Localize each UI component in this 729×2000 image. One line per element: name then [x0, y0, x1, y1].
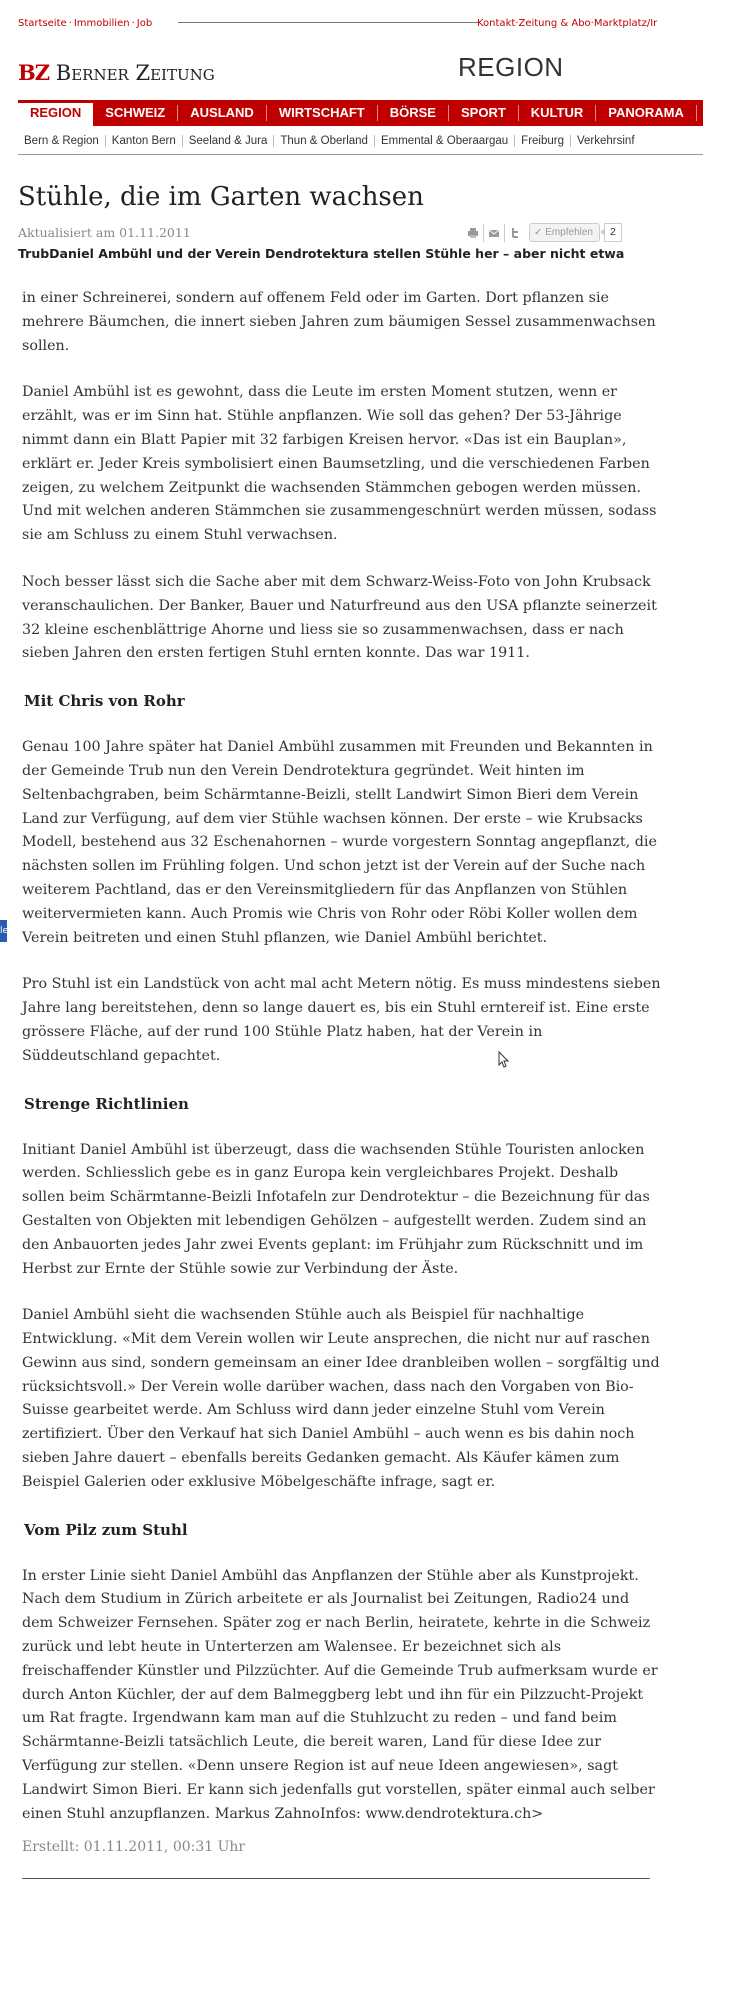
- nav-panorama[interactable]: PANORAMA: [608, 105, 684, 120]
- created-timestamp: Erstellt: 01.11.2011, 00:31 Uhr: [22, 1839, 246, 1856]
- logo-name: Berner Zeitung: [55, 61, 215, 85]
- link-marktplatz[interactable]: Marktplatz/Ir: [593, 18, 658, 29]
- nav-boerse[interactable]: BÖRSE: [389, 105, 436, 120]
- subheading-vom-pilz-zum-stuhl: Vom Pilz zum Stuhl: [24, 1520, 188, 1539]
- subnav-bern-region[interactable]: Bern & Region: [24, 135, 99, 147]
- paragraph: in einer Schreinerei, sondern auf offenem Feld oder im Garten. Dort pflanzen sie mehrere Bäumchen, die innert sieben Jahren zum bäumigen Sessel zusammenwachsen sollen.: [22, 290, 656, 354]
- paragraph: Daniel Ambühl ist es gewohnt, dass die Leute im ersten Moment stutzen, wenn er erzählt, was er im Sinn hat. Stühle anpflanzen. Wie soll das gehen? Der 53-Jährige nimmt dann ein Blatt Papier mit 32 farbigen Kreisen hervor. «Das ist ein Bauplan», erklärt er. Jeder Kreis symbolisiert einen Baumsetzling, und die verschiedenen Farben zeigen, zu welchem Zeitpunkt die wachsenden Stämmchen gebogen werden müssen. Und mit welchen anderen Stämmchen sie zusammengeschnürt werden müssen, sodass sie am Schluss zu einem Stuhl verwachsen.: [22, 384, 657, 544]
- link-job[interactable]: Job: [136, 18, 153, 29]
- separator: ·: [131, 18, 135, 29]
- section-title: REGION: [458, 52, 564, 82]
- paragraph: Initiant Daniel Ambühl ist überzeugt, dass die wachsenden Stühle Touristen anlocken werden. Schliesslich gebe es in ganz Europa kein vergleichbares Projekt. Deshalb sollen beim Schärmtanne-Beizli Infotafeln zur Dendrotektur – die Bezeichnung für das Gestalten von Objekten mit lebendigen Gehölzen – aufgestellt werden. Zudem sind an den Anbauorten jedes Jahr zwei Events geplant: im Frühjahr zum Rückschnitt und im Herbst zur Ernte der Stühle sowie zur Verbindung der Äste.: [22, 1141, 650, 1277]
- recommend-button[interactable]: [529, 223, 600, 242]
- print-icon[interactable]: [463, 224, 483, 242]
- subnav-thun-oberland[interactable]: Thun & Oberland: [280, 135, 368, 147]
- subnav-kanton-bern[interactable]: Kanton Bern: [111, 135, 176, 147]
- separator: ·: [590, 18, 594, 29]
- masthead: [18, 52, 703, 88]
- separator: ·: [68, 18, 72, 29]
- nav-wirtschaft[interactable]: WIRTSCHAFT: [278, 105, 365, 120]
- nav-schweiz[interactable]: SCHWEIZ: [105, 105, 166, 120]
- paragraph: Daniel Ambühl sieht die wachsenden Stühle auch als Beispiel für nachhaltige Entwicklung. «Mit dem Verein wollen wir Leute ansprechen, die nicht nur auf raschen Gewinn aus sind, sondern gemeinsam an einer Idee dranbleiben wollen – sorgfältig und rücksichtsvoll.» Der Verein wolle darüber wachen, dass nach den Vorgaben von Bio-Suisse gearbeitet werde. Am Schluss wird dann jeder einzelne Stuhl vom Verein zertifiziert. Über den Verkauf hat sich Daniel Ambühl – auch wenn es bis dahin noch sieben Jahre dauert – ebenfalls bereits Gedanken gemacht. Als Käufer kämen zum Beispiel Galerien oder exklusive Möbelgeschäfte infrage, sagt er.: [22, 1307, 660, 1490]
- nav-region[interactable]: REGION: [18, 100, 93, 126]
- updated-date: Aktualisiert am 01.11.2011: [18, 225, 191, 240]
- mouse-cursor-icon: [498, 1051, 510, 1073]
- paragraph: Noch besser lässt sich die Sache aber mit dem Schwarz-Weiss-Foto von John Krubsack veranschaulichen. Der Banker, Bauer und Naturfreund aus den USA pflanzte seinerzeit 32 kleine eschenblättrige Ahorne und liess sie so zusammenwachsen, dass er nach sieben Jahren den ersten fertigen Stuhl ernten konnte. Das war 1911.: [22, 573, 657, 662]
- separator: ·: [515, 18, 519, 29]
- subnav-verkehrsinfo[interactable]: Verkehrsinf: [577, 135, 635, 147]
- article-body: [22, 287, 662, 1879]
- nav-sport[interactable]: SPORT: [460, 105, 506, 120]
- recommend-count: 2: [604, 223, 622, 242]
- utility-links-right: [477, 18, 657, 29]
- article-lead: TrubDaniel Ambühl und der Verein Dendrotektura stellen Stühle her – aber nicht etwa: [18, 246, 625, 261]
- mail-icon[interactable]: [483, 224, 504, 242]
- subnav-seeland-jura[interactable]: Seeland & Jura: [188, 135, 268, 147]
- side-tab[interactable]: le: [0, 920, 7, 942]
- utility-links-left: [18, 18, 152, 29]
- bottom-divider: [22, 1878, 650, 1879]
- subnav-freiburg[interactable]: Freiburg: [521, 135, 564, 147]
- link-startseite[interactable]: Startseite: [18, 18, 67, 29]
- article-meta: [18, 225, 683, 245]
- site-logo[interactable]: [18, 60, 215, 85]
- utility-divider: [178, 22, 478, 23]
- paragraph: Genau 100 Jahre später hat Daniel Ambühl zusammen mit Freunden und Bekannten in der Gemeinde Trub nun den Verein Dendrotektura gegründet. Weit hinten im Seltenbachgraben, beim Schärmtanne-Beizli, stellt Landwirt Simon Bieri dem Verein Land zur Verfügung, auf dem vier Stühle wachsen können. Der erste – wie Krubsacks Modell, bestehend aus 32 Eschenahornen – wurde vorgestern Sonntag angepflanzt, die nächsten sollen im Frühling folgen. Und schon jetzt ist der Verein auf der Suche nach weiterem Pachtland, das er den Vereinsmitgliedern für das Anpflanzen von Stühlen weitervermieten kann. Auch Promis wie Chris von Rohr oder Röbi Koller wollen dem Verein beitreten und einen Stuhl pflanzen, wie Daniel Ambühl berichtet.: [22, 739, 657, 946]
- paragraph: Pro Stuhl ist ein Landstück von acht mal acht Metern nötig. Es muss mindestens sieben Jahre lang bereitstehen, denn so lange dauert es, bis ein Stuhl erntereif ist. Eine erste grössere Fläche, auf der rund 100 Stühle Platz haben, hat der Verein in Süddeutschland gepachtet.: [22, 976, 661, 1064]
- nav-ausland[interactable]: AUSLAND: [190, 105, 254, 120]
- subheading-strenge-richtlinien: Strenge Richtlinien: [24, 1094, 189, 1113]
- nav-kultur[interactable]: KULTUR: [530, 105, 584, 120]
- nav-more[interactable]: L: [708, 105, 717, 120]
- subheading-chris-von-rohr: Mit Chris von Rohr: [24, 692, 185, 711]
- article-tools: [463, 222, 622, 242]
- recommend-label: Empfehlen: [545, 227, 593, 238]
- sub-nav: [18, 128, 703, 155]
- link-zeitung-abo[interactable]: Zeitung & Abo: [518, 18, 591, 29]
- logo-mark: BZ: [18, 60, 50, 85]
- link-kontakt[interactable]: Kontakt: [477, 18, 516, 29]
- link-immobilien[interactable]: Immobilien: [73, 18, 130, 29]
- subnav-emmental-oberaargau[interactable]: Emmental & Oberaargau: [380, 135, 509, 147]
- twitter-icon[interactable]: [504, 224, 525, 242]
- checkmark-icon: ✓: [534, 227, 546, 238]
- utility-bar: [18, 18, 703, 34]
- article-title: Stühle, die im Garten wachsen: [18, 182, 424, 212]
- main-nav: [18, 100, 717, 126]
- paragraph: In erster Linie sieht Daniel Ambühl das Anpflanzen der Stühle aber als Kunstprojekt. Nach dem Studium in Zürich arbeitete er als Journalist bei Zeitungen, Radio24 und dem Schweizer Fernsehen. Später zog er nach Berlin, heiratete, kehrte in die Schweiz zurück und lebt heute in Unterterzen am Walensee. Er bezeichnet sich als freischaffender Künstler und Pilzzüchter. Auf die Gemeinde Trub aufmerksam wurde er durch Anton Küchler, der auf dem Balmeggberg lebt und ihn für ein Pilzzucht-Projekt um Rat fragte. Irgendwann kam man auf die Stuhlzucht zu reden – und fand beim Schärmtanne-Beizli tatsächlich Leute, die bereit waren, Land für diese Idee zur Verfügung zur stellen. «Denn unsere Region ist auf neue Ideen angewiesen», sagt Landwirt Simon Bieri. Er kann sich jedenfalls gut vorstellen, später einmal auch selber einen Stuhl anzupflanzen. Markus ZahnoInfos: www.dendrotektura.ch>: [22, 1567, 658, 1822]
